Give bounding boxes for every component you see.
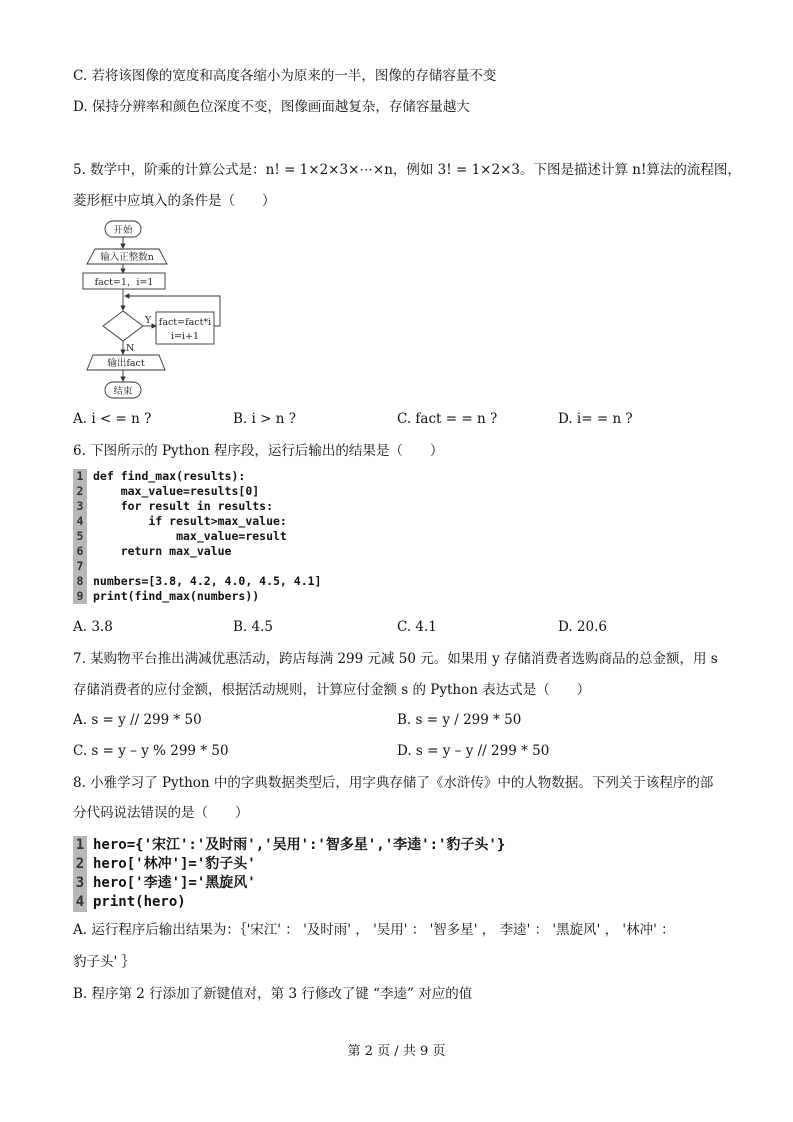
code-line (73, 589, 321, 604)
line-number: 5 (73, 529, 87, 544)
q4-option-d: D. 保持分辨率和颜色位深度不变，图像画面越复杂，存储容量越大 (73, 99, 470, 115)
code-line (73, 544, 321, 559)
q5-option-c: C. fact = = n ? (397, 411, 498, 427)
init-label: fact=1，i=1 (94, 277, 154, 288)
q7-stem-line2: 存储消费者的应付金额，根据活动规则，计算应付金额 s 的 Python 表达式是（ ） (73, 682, 591, 698)
q6-option-d: D. 20.6 (558, 619, 607, 635)
code-text: hero['林冲']='豹子头' (93, 856, 256, 872)
code-line (73, 893, 505, 912)
q7-option-b: B. s = y / 299 * 50 (397, 712, 522, 728)
line-number: 6 (73, 544, 87, 559)
factorial-flowchart (75, 216, 235, 404)
q6-code-block (73, 469, 321, 604)
code-line (73, 855, 505, 874)
q5-option-a: A. i < = n ? (73, 411, 152, 427)
line-number: 1 (73, 836, 87, 855)
yes-label: Y (145, 315, 152, 326)
q8-stem-line1: 8. 小雅学习了 Python 中的字典数据类型后，用字典存储了《水浒传》中的人物数据。下列关于该程序的部 (73, 775, 714, 791)
code-text: if result>max_value: (93, 514, 287, 528)
code-text: for result in results: (93, 499, 274, 513)
line-number: 2 (73, 484, 87, 499)
q6-option-b: B. 4.5 (233, 619, 273, 635)
line-number: 8 (73, 574, 87, 589)
q7-option-d: D. s = y – y // 299 * 50 (397, 743, 550, 759)
q5-stem-line2: 菱形框中应填入的条件是（ ） (73, 193, 276, 209)
condition-diamond (103, 311, 143, 341)
code-line (73, 499, 321, 514)
page-footer: 第 2 页 / 共 9 页 (347, 1044, 446, 1059)
start-label: 开始 (113, 225, 133, 236)
q8-option-a-line1: A. 运行程序后输出结果为：｛'宋江' ： '及时雨' ， '吴用' ： '智多星' ， 李逵' ： '黑旋风' ， '林冲' ： (73, 922, 675, 938)
code-text: hero['李逵']='黑旋风' (93, 875, 256, 891)
code-line (73, 874, 505, 893)
q4-option-c: C. 若将该图像的宽度和高度各缩小为原来的一半，图像的存储容量不变 (73, 68, 497, 84)
code-text: def find_max(results): (93, 469, 246, 483)
q8-stem-line2: 分代码说法错误的是（ ） (73, 805, 249, 821)
q6-stem: 6. 下图所示的 Python 程序段，运行后输出的结果是（ ） (73, 443, 444, 459)
no-label: N (126, 343, 135, 354)
q8-code-block (73, 836, 505, 912)
line-number: 2 (73, 855, 87, 874)
line-number: 7 (73, 559, 87, 574)
line-number: 3 (73, 874, 87, 893)
code-text: hero={'宋江':'及时雨','吴用':'智多星','李逵':'豹子头'} (93, 837, 506, 853)
q5-option-d: D. i= = n ? (558, 411, 633, 427)
code-text: max_value=result (93, 529, 287, 543)
line-number: 4 (73, 514, 87, 529)
q8-option-b: B. 程序第 2 行添加了新键值对，第 3 行修改了键 “李逵” 对应的值 (73, 986, 473, 1002)
q6-option-c: C. 4.1 (397, 619, 437, 635)
q5-option-b: B. i > n ? (233, 411, 296, 427)
code-text: return max_value (93, 544, 232, 558)
loop-line2: i=i+1 (170, 331, 200, 342)
line-number: 3 (73, 499, 87, 514)
code-line (73, 836, 505, 855)
code-line (73, 469, 321, 484)
end-label: 结束 (113, 386, 133, 397)
line-number: 4 (73, 893, 87, 912)
loop-line1: fact=fact*i (158, 317, 212, 328)
code-line (73, 529, 321, 544)
code-line (73, 484, 321, 499)
q7-option-a: A. s = y // 299 * 50 (73, 712, 202, 728)
code-line (73, 559, 321, 574)
q7-option-c: C. s = y – y % 299 * 50 (73, 743, 229, 759)
code-line (73, 574, 321, 589)
q5-stem-line1: 5. 数学中，阶乘的计算公式是：n! = 1×2×3×⋯×n，例如 3! = 1×2×3。下图是描述计算 n!算法的流程图， (73, 162, 741, 178)
code-line (73, 514, 321, 529)
line-number: 9 (73, 589, 87, 604)
q8-option-a-line2: 豹子头' ｝ (73, 954, 136, 970)
line-number: 1 (73, 469, 87, 484)
code-text: print(hero) (93, 894, 186, 910)
input-label: 输入正整数n (100, 252, 154, 263)
q7-stem-line1: 7. 某购物平台推出满减优惠活动，跨店每满 299 元减 50 元。如果用 y 存储消费者选购商品的总金额，用 s (73, 651, 718, 667)
code-text: numbers=[3.8, 4.2, 4.0, 4.5, 4.1] (93, 574, 322, 588)
code-text: max_value=results[0] (93, 484, 260, 498)
output-label: 输出fact (107, 358, 145, 369)
q6-option-a: A. 3.8 (73, 619, 113, 635)
code-text: print(find_max(numbers)) (93, 589, 260, 603)
